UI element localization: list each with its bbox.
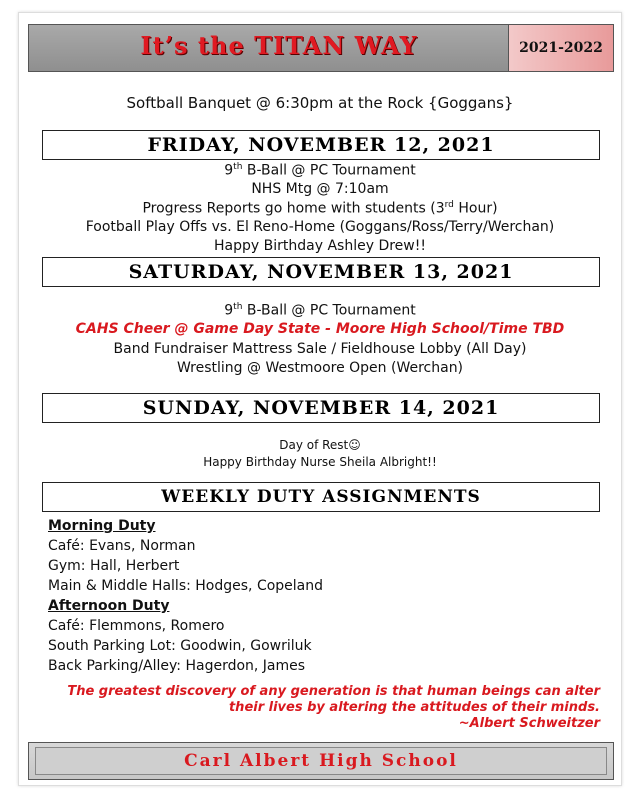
quote-line: The greatest discovery of any generation is that human beings can alter (67, 684, 600, 699)
header-title: It’s the TITAN WAY (140, 31, 418, 60)
sunday-heading: SUNDAY, NOVEMBER 14, 2021 (42, 393, 600, 423)
quote-author: ~Albert Schweitzer (458, 716, 600, 731)
morning-duty-label: Morning Duty (48, 518, 156, 534)
quote-block (40, 684, 600, 732)
friday-event: NHS Mtg @ 7:10am (251, 181, 389, 197)
duty-item: South Parking Lot: Goodwin, Gowriluk (48, 638, 312, 654)
saturday-heading: SATURDAY, NOVEMBER 13, 2021 (42, 257, 600, 287)
sunday-event: Day of Rest☺ (279, 438, 361, 452)
duty-heading: WEEKLY DUTY ASSIGNMENTS (42, 482, 600, 512)
header-banner (28, 24, 614, 72)
duty-item: Main & Middle Halls: Hodges, Copeland (48, 578, 324, 594)
friday-heading: FRIDAY, NOVEMBER 12, 2021 (42, 130, 600, 160)
duty-item: Café: Evans, Norman (48, 538, 196, 554)
quote-line: their lives by altering the attitudes of their minds. (228, 700, 600, 715)
duty-list (48, 516, 588, 676)
saturday-event: Wrestling @ Westmoore Open (Werchan) (176, 360, 464, 376)
afternoon-duty-label: Afternoon Duty (48, 598, 170, 614)
school-name: Carl Albert High School (35, 747, 607, 775)
sunday-event: Happy Birthday Nurse Sheila Albright!! (203, 455, 437, 469)
duty-item: Gym: Hall, Herbert (48, 558, 180, 574)
friday-event: 9th B-Ball @ PC Tournament (224, 162, 416, 179)
friday-event: Happy Birthday Ashley Drew!! (214, 238, 426, 254)
saturday-event: Band Fundraiser Mattress Sale / Fieldhouse Lobby (All Day) (113, 341, 527, 357)
friday-event: Progress Reports go home with students (3rd Hour) (142, 200, 498, 217)
duty-item: Café: Flemmons, Romero (48, 618, 225, 634)
footer-banner (28, 742, 614, 780)
friday-event: Football Play Offs vs. El Reno-Home (Goggans/Ross/Terry/Werchan) (85, 219, 555, 235)
saturday-event: 9th B-Ball @ PC Tournament (224, 302, 416, 319)
saturday-event-cheer: CAHS Cheer @ Game Day State - Moore High School/Time TBD (75, 321, 565, 337)
duty-item: Back Parking/Alley: Hagerdon, James (48, 658, 306, 674)
header-year: 2021-2022 (508, 25, 613, 71)
intro-line: Softball Banquet @ 6:30pm at the Rock {Goggans} (126, 94, 514, 112)
